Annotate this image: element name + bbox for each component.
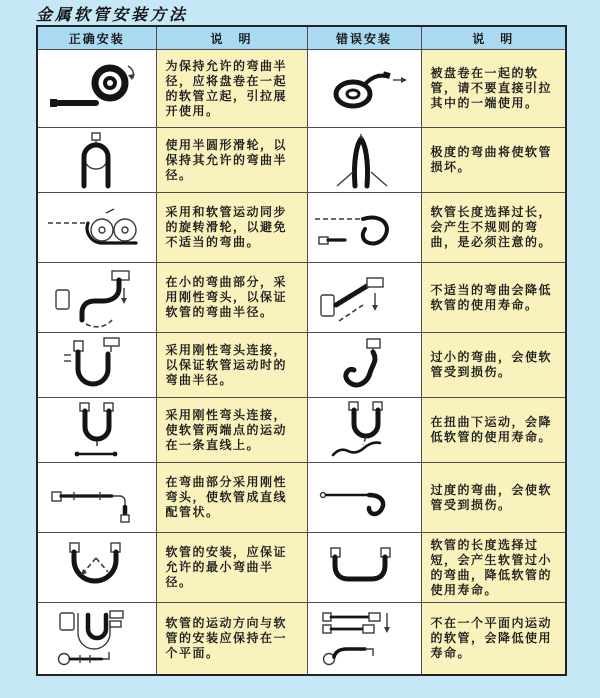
correct-description: 使用半圆形滑轮，以保持其允许的弯曲半径。 [156, 128, 307, 193]
table-header-row [37, 26, 566, 50]
correct-image-cell [37, 193, 156, 263]
hose-hook-too-small-bend-icon [311, 335, 417, 395]
hose-on-rotating-pulleys-icon [44, 197, 150, 259]
improper-angled-bend-icon [311, 267, 417, 329]
wrong-image-cell [307, 50, 421, 128]
wrong-image-cell [307, 128, 421, 193]
rigid-elbow-u-connection-icon [44, 335, 150, 395]
wrong-image-cell [307, 333, 421, 398]
header-description-1: 说 明 [156, 26, 307, 50]
hose-extreme-sharp-bend-icon [311, 130, 417, 190]
wrong-image-cell [307, 603, 421, 675]
straight-piping-rigid-elbow-icon [44, 467, 150, 529]
coiled-hose-stood-up-icon [44, 56, 150, 122]
correct-image-cell [37, 603, 156, 675]
wrong-description: 不适当的弯曲会降低软管的使用寿命。 [421, 263, 566, 333]
correct-image-cell [37, 50, 156, 128]
wrong-description: 过小的弯曲，会使软管受到损伤。 [421, 333, 566, 398]
header-wrong-install: 错误安装 [307, 26, 421, 50]
table-row [37, 603, 566, 675]
correct-description: 采用刚性弯头连接，使软管两端点的运动在一条直线上。 [156, 398, 307, 463]
wrong-image-cell [307, 193, 421, 263]
correct-description: 在小的弯曲部分，采用刚性弯头，以保证软管的弯曲半径。 [156, 263, 307, 333]
wrong-description: 软管长度选择过长，会产生不规则的弯曲，是必须注意的。 [421, 193, 566, 263]
table-row [37, 463, 566, 533]
header-correct-install: 正确安装 [37, 26, 156, 50]
table-row [37, 128, 566, 193]
correct-description: 采用和软管运动同步的旋转滑轮，以避免不适当的弯曲。 [156, 193, 307, 263]
installation-methods-table [36, 25, 567, 676]
correct-description: 软管的安装，应保证允许的最小弯曲半径。 [156, 533, 307, 603]
hose-over-semicircular-pulley-icon [44, 130, 150, 190]
wrong-description: 软管的长度选择过短，会产生软管过小的弯曲，降低软管的使用寿命。 [421, 533, 566, 603]
wrong-image-cell [307, 398, 421, 463]
wrong-image-cell [307, 463, 421, 533]
correct-image-cell [37, 333, 156, 398]
correct-image-cell [37, 533, 156, 603]
rigid-elbow-small-bend-icon [44, 266, 150, 330]
correct-image-cell [37, 398, 156, 463]
table-row [37, 263, 566, 333]
wrong-description: 被盘卷在一起的软管，请不要直接引拉其中的一端使用。 [421, 50, 566, 128]
correct-image-cell [37, 128, 156, 193]
motion-out-of-plane-icon [311, 605, 417, 671]
table-row [37, 193, 566, 263]
too-short-shallow-u-icon [311, 536, 417, 600]
correct-image-cell [37, 263, 156, 333]
correct-description: 为保持允许的弯曲半径，应将盘卷在一起的软管立起，引拉展开使用。 [156, 50, 307, 128]
coiled-hose-end-pulled-icon [311, 56, 417, 122]
wrong-image-cell [307, 533, 421, 603]
wrong-image-cell [307, 263, 421, 333]
wrong-description: 不在一个平面内运动的软管，会降低使用寿命。 [421, 603, 566, 675]
correct-description: 采用刚性弯头连接，以保证软管运动时的弯曲半径。 [156, 333, 307, 398]
table-row [37, 398, 566, 463]
correct-image-cell [37, 463, 156, 533]
wrong-description: 在扭曲下运动，会降低软管的使用寿命。 [421, 398, 566, 463]
correct-description: 在弯曲部分采用刚性弯头，使软管成直线配管状。 [156, 463, 307, 533]
table-row [37, 50, 566, 128]
u-hose-twisted-motion-icon [311, 399, 417, 461]
correct-description: 软管的运动方向与软管的安装应保持在一个平面。 [156, 603, 307, 675]
header-description-2: 说 明 [421, 26, 566, 50]
wrong-description: 过度的弯曲，会使软管受到损伤。 [421, 463, 566, 533]
table-row [37, 533, 566, 603]
u-hose-endpoints-in-line-icon [44, 399, 150, 461]
minimum-bend-radius-u-icon [44, 536, 150, 600]
wrong-description: 极度的弯曲将使软管损坏。 [421, 128, 566, 193]
table-row [37, 333, 566, 398]
over-long-hose-irregular-loop-icon [311, 197, 417, 259]
motion-in-one-plane-icon [44, 605, 150, 671]
excessive-end-curl-icon [311, 467, 417, 529]
page-title: 金属软管安装方法 [36, 5, 189, 24]
